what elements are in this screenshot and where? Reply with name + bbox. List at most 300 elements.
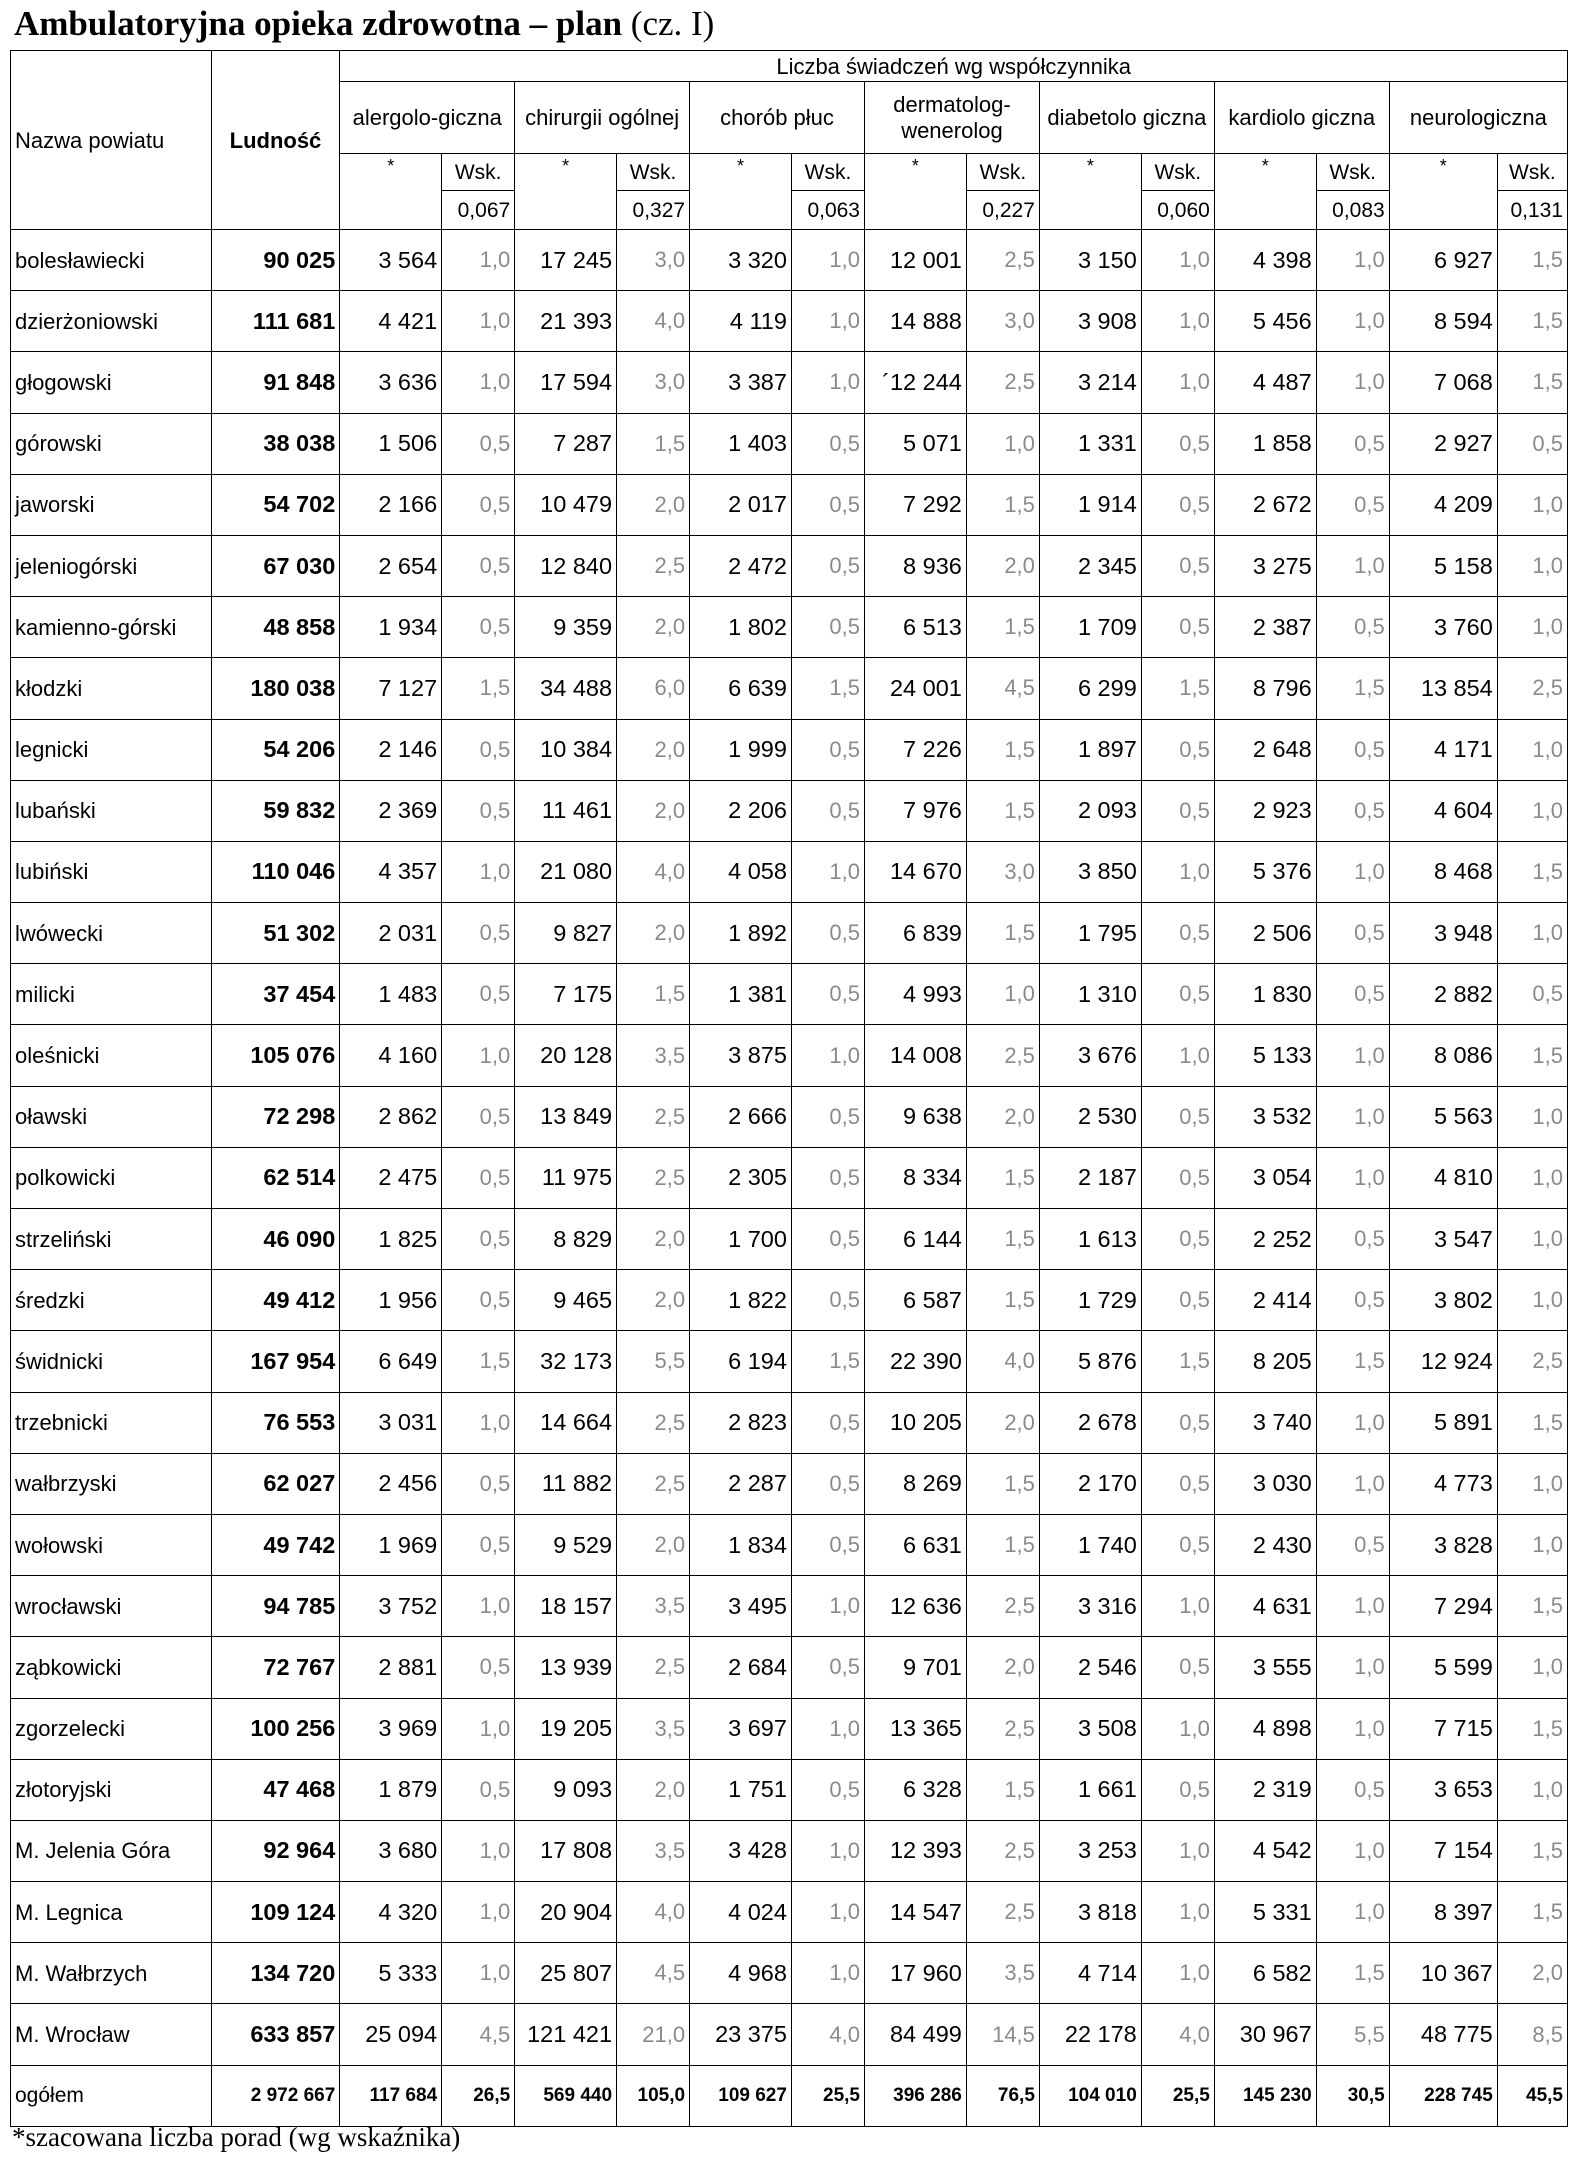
ratio-cell: 1,5 [1497, 841, 1567, 902]
table-row [11, 658, 1568, 719]
services-cell: 1 892 [690, 903, 792, 964]
ratio-cell: 0,5 [442, 719, 515, 780]
services-cell: 7 226 [865, 719, 967, 780]
table-row [11, 780, 1568, 841]
ratio-cell: 1,0 [1316, 1882, 1389, 1943]
services-cell: 3 653 [1389, 1759, 1497, 1820]
population-cell: 110 046 [211, 841, 340, 902]
ratio-cell: 0,5 [1141, 535, 1214, 596]
ratio-cell: 1,5 [1316, 658, 1389, 719]
population-cell: 49 412 [211, 1270, 340, 1331]
population-cell: 633 857 [211, 2004, 340, 2065]
ratio-cell: 0,5 [1141, 1514, 1214, 1575]
county-name: M. Legnica [11, 1882, 212, 1943]
ratio-cell: 1,0 [791, 1025, 864, 1086]
ratio-cell: 2,0 [617, 597, 690, 658]
services-cell: 9 827 [515, 903, 617, 964]
ratio-cell: 3,0 [617, 352, 690, 413]
table-row [11, 230, 1568, 291]
ratio-cell: 1,0 [1141, 1025, 1214, 1086]
ratio-cell: 0,5 [1316, 1759, 1389, 1820]
services-cell: 12 840 [515, 535, 617, 596]
services-cell: 1 858 [1214, 413, 1316, 474]
ratio-cell: 0,5 [442, 474, 515, 535]
services-cell: 4 898 [1214, 1698, 1316, 1759]
ratio-cell: 1,5 [1497, 1882, 1567, 1943]
ratio-cell: 1,0 [1316, 352, 1389, 413]
table-row [11, 1882, 1568, 1943]
header-wsk-label: Wsk. [966, 154, 1039, 191]
table-row [11, 903, 1568, 964]
table-row [11, 719, 1568, 780]
county-name: strzeliński [11, 1209, 212, 1270]
header-wsk-value: 0,060 [1141, 191, 1214, 230]
services-cell: 14 888 [865, 291, 967, 352]
services-cell: 1 310 [1039, 964, 1141, 1025]
ratio-cell: 0,5 [442, 780, 515, 841]
ratio-cell: 1,0 [1316, 291, 1389, 352]
county-name: M. Jelenia Góra [11, 1820, 212, 1881]
services-cell: 1 483 [340, 964, 442, 1025]
ratio-cell: 1,0 [442, 1820, 515, 1881]
ratio-cell: 6,0 [617, 658, 690, 719]
ratio-cell: 1,0 [1141, 841, 1214, 902]
table-row [11, 1514, 1568, 1575]
ratio-cell: 2,0 [617, 780, 690, 841]
county-name: wałbrzyski [11, 1453, 212, 1514]
ratio-cell: 1,5 [442, 658, 515, 719]
ratio-cell: 1,5 [1497, 291, 1567, 352]
services-cell: 3 316 [1039, 1576, 1141, 1637]
ratio-cell: 2,5 [617, 1392, 690, 1453]
services-cell: 2 506 [1214, 903, 1316, 964]
ratio-cell: 0,5 [1316, 597, 1389, 658]
services-cell: 5 891 [1389, 1392, 1497, 1453]
county-name: bolesławiecki [11, 230, 212, 291]
table-row [11, 1270, 1568, 1331]
ratio-cell: 0,5 [442, 1270, 515, 1331]
population-cell: 49 742 [211, 1514, 340, 1575]
ratio-cell: 1,0 [1497, 1514, 1567, 1575]
services-cell: 2 862 [340, 1086, 442, 1147]
services-cell: 6 927 [1389, 230, 1497, 291]
header-estimate-star: * [690, 154, 792, 230]
services-cell: 4 421 [340, 291, 442, 352]
ratio-cell: 2,5 [966, 352, 1039, 413]
ratio-cell: 0,5 [1141, 1270, 1214, 1331]
services-cell: 14 670 [865, 841, 967, 902]
services-cell: 2 678 [1039, 1392, 1141, 1453]
table-row [11, 1698, 1568, 1759]
ratio-cell: 0,5 [791, 903, 864, 964]
ratio-cell: 1,0 [442, 841, 515, 902]
population-cell: 109 124 [211, 1882, 340, 1943]
services-cell: 5 333 [340, 1943, 442, 2004]
population-cell: 94 785 [211, 1576, 340, 1637]
services-cell: 5 876 [1039, 1331, 1141, 1392]
services-cell: 5 331 [1214, 1882, 1316, 1943]
services-cell: 1 381 [690, 964, 792, 1025]
services-cell: 34 488 [515, 658, 617, 719]
ratio-cell: 1,5 [1497, 1025, 1567, 1086]
services-cell: 1 822 [690, 1270, 792, 1331]
services-cell: 121 421 [515, 2004, 617, 2065]
ratio-cell: 1,0 [1316, 1453, 1389, 1514]
services-cell: 9 359 [515, 597, 617, 658]
services-cell: 8 829 [515, 1209, 617, 1270]
header-specialty: chirurgii ogólnej [515, 82, 690, 154]
services-cell: 17 960 [865, 1943, 967, 2004]
county-name: średzki [11, 1270, 212, 1331]
ratio-cell: 1,0 [442, 1576, 515, 1637]
services-cell: 1 700 [690, 1209, 792, 1270]
county-name: kamienno-górski [11, 597, 212, 658]
county-name: kłodzki [11, 658, 212, 719]
ratio-cell: 1,5 [1497, 1392, 1567, 1453]
ratio-cell: 4,0 [966, 1331, 1039, 1392]
ratio-cell: 3,5 [617, 1820, 690, 1881]
ratio-cell: 2,5 [1497, 658, 1567, 719]
page-title-bold: Ambulatoryjna opieka zdrowotna – plan [14, 4, 623, 43]
ratio-cell: 2,0 [617, 1209, 690, 1270]
ratio-cell: 0,5 [1316, 1514, 1389, 1575]
population-cell: 100 256 [211, 1698, 340, 1759]
population-cell: 2 972 667 [211, 2065, 340, 2126]
header-wsk-label: Wsk. [617, 154, 690, 191]
services-cell: 13 854 [1389, 658, 1497, 719]
county-name: ogółem [11, 2065, 212, 2126]
services-cell: 4 773 [1389, 1453, 1497, 1514]
ratio-cell: 1,0 [1316, 1025, 1389, 1086]
services-cell: 10 384 [515, 719, 617, 780]
header-wsk-label: Wsk. [1316, 154, 1389, 191]
services-cell: 3 818 [1039, 1882, 1141, 1943]
services-cell: 6 839 [865, 903, 967, 964]
population-cell: 180 038 [211, 658, 340, 719]
ratio-cell: 1,0 [791, 1576, 864, 1637]
ratio-cell: 1,5 [1497, 230, 1567, 291]
ratio-cell: 4,0 [617, 841, 690, 902]
services-cell: 3 740 [1214, 1392, 1316, 1453]
ratio-cell: 0,5 [1141, 1453, 1214, 1514]
ratio-cell: 1,5 [1497, 1820, 1567, 1881]
services-cell: 8 086 [1389, 1025, 1497, 1086]
services-cell: 3 031 [340, 1392, 442, 1453]
services-cell: 1 914 [1039, 474, 1141, 535]
services-cell: 8 936 [865, 535, 967, 596]
ratio-cell: 2,5 [966, 1698, 1039, 1759]
ratio-cell: 0,5 [791, 597, 864, 658]
ratio-cell: 26,5 [442, 2065, 515, 2126]
ratio-cell: 0,5 [1316, 780, 1389, 841]
services-cell: 1 956 [340, 1270, 442, 1331]
ratio-cell: 1,0 [1316, 841, 1389, 902]
services-cell: 3 030 [1214, 1453, 1316, 1514]
ratio-cell: 1,0 [1497, 1759, 1567, 1820]
ratio-cell: 1,5 [966, 1270, 1039, 1331]
ratio-cell: 2,0 [966, 1392, 1039, 1453]
ratio-cell: 2,0 [617, 719, 690, 780]
county-name: legnicki [11, 719, 212, 780]
ratio-cell: 25,5 [1141, 2065, 1214, 2126]
population-cell: 111 681 [211, 291, 340, 352]
ratio-cell: 1,0 [1141, 1698, 1214, 1759]
services-cell: 1 613 [1039, 1209, 1141, 1270]
services-cell: 3 555 [1214, 1637, 1316, 1698]
services-cell: 25 807 [515, 1943, 617, 2004]
ratio-cell: 1,0 [1497, 1086, 1567, 1147]
table-row [11, 1637, 1568, 1698]
county-name: wołowski [11, 1514, 212, 1575]
plan-table [10, 50, 1568, 2127]
services-cell: 2 654 [340, 535, 442, 596]
ratio-cell: 1,5 [966, 474, 1039, 535]
services-cell: 7 292 [865, 474, 967, 535]
ratio-cell: 2,0 [617, 1514, 690, 1575]
services-cell: 8 397 [1389, 1882, 1497, 1943]
ratio-cell: 3,5 [617, 1025, 690, 1086]
ratio-cell: 2,5 [617, 535, 690, 596]
services-cell: 6 299 [1039, 658, 1141, 719]
services-cell: 32 173 [515, 1331, 617, 1392]
services-cell: 3 428 [690, 1820, 792, 1881]
services-cell: 1 834 [690, 1514, 792, 1575]
ratio-cell: 30,5 [1316, 2065, 1389, 2126]
services-cell: 5 071 [865, 413, 967, 474]
services-cell: 2 369 [340, 780, 442, 841]
services-cell: 13 365 [865, 1698, 967, 1759]
services-cell: 4 357 [340, 841, 442, 902]
ratio-cell: 3,5 [617, 1698, 690, 1759]
table-row [11, 1025, 1568, 1086]
ratio-cell: 0,5 [791, 535, 864, 596]
total-row [11, 2065, 1568, 2126]
ratio-cell: 1,0 [1497, 1209, 1567, 1270]
county-name: milicki [11, 964, 212, 1025]
services-cell: 3 532 [1214, 1086, 1316, 1147]
county-name: M. Wałbrzych [11, 1943, 212, 2004]
services-cell: 19 205 [515, 1698, 617, 1759]
ratio-cell: 1,0 [1497, 780, 1567, 841]
ratio-cell: 1,5 [966, 1453, 1039, 1514]
services-cell: 117 684 [340, 2065, 442, 2126]
ratio-cell: 1,0 [1316, 1698, 1389, 1759]
header-wsk-label: Wsk. [1497, 154, 1567, 191]
table-row [11, 1209, 1568, 1270]
services-cell: 5 599 [1389, 1637, 1497, 1698]
services-cell: 2 881 [340, 1637, 442, 1698]
services-cell: 6 582 [1214, 1943, 1316, 2004]
ratio-cell: 0,5 [1316, 1209, 1389, 1270]
services-cell: 1 934 [340, 597, 442, 658]
services-cell: 4 487 [1214, 352, 1316, 413]
ratio-cell: 0,5 [1316, 903, 1389, 964]
services-cell: 30 967 [1214, 2004, 1316, 2065]
ratio-cell: 0,5 [1141, 780, 1214, 841]
ratio-cell: 1,5 [1497, 1698, 1567, 1759]
services-cell: 13 849 [515, 1086, 617, 1147]
services-cell: 2 206 [690, 780, 792, 841]
ratio-cell: 0,5 [442, 413, 515, 474]
ratio-cell: 4,5 [966, 658, 1039, 719]
header-wsk-value: 0,227 [966, 191, 1039, 230]
services-cell: 2 031 [340, 903, 442, 964]
services-cell: 7 127 [340, 658, 442, 719]
ratio-cell: 0,5 [791, 780, 864, 841]
header-wsk-label: Wsk. [791, 154, 864, 191]
services-cell: 84 499 [865, 2004, 967, 2065]
services-cell: 3 387 [690, 352, 792, 413]
ratio-cell: 1,0 [1497, 1453, 1567, 1514]
header-estimate-star: * [1039, 154, 1141, 230]
services-cell: 2 882 [1389, 964, 1497, 1025]
ratio-cell: 0,5 [1141, 719, 1214, 780]
ratio-cell: 0,5 [791, 413, 864, 474]
ratio-cell: 1,0 [1141, 1943, 1214, 2004]
ratio-cell: 0,5 [442, 1147, 515, 1208]
services-cell: 569 440 [515, 2065, 617, 2126]
ratio-cell: 1,0 [791, 1943, 864, 2004]
services-cell: 1 506 [340, 413, 442, 474]
population-cell: 134 720 [211, 1943, 340, 2004]
services-cell: 4 968 [690, 1943, 792, 2004]
ratio-cell: 0,5 [1141, 964, 1214, 1025]
services-cell: 1 661 [1039, 1759, 1141, 1820]
services-cell: 6 144 [865, 1209, 967, 1270]
services-cell: 20 904 [515, 1882, 617, 1943]
ratio-cell: 0,5 [791, 1514, 864, 1575]
ratio-cell: 4,0 [617, 1882, 690, 1943]
ratio-cell: 2,5 [966, 230, 1039, 291]
page-title-part: (cz. I) [630, 4, 715, 43]
ratio-cell: 1,0 [1316, 1147, 1389, 1208]
ratio-cell: 1,0 [1141, 230, 1214, 291]
services-cell: 4 542 [1214, 1820, 1316, 1881]
table-row [11, 1759, 1568, 1820]
ratio-cell: 1,0 [442, 1025, 515, 1086]
ratio-cell: 1,0 [1316, 1820, 1389, 1881]
table-row [11, 291, 1568, 352]
county-name: zgorzelecki [11, 1698, 212, 1759]
ratio-cell: 2,0 [617, 903, 690, 964]
county-name: złotoryjski [11, 1759, 212, 1820]
services-cell: 2 472 [690, 535, 792, 596]
ratio-cell: 1,5 [966, 903, 1039, 964]
ratio-cell: 0,5 [791, 474, 864, 535]
ratio-cell: 4,0 [791, 2004, 864, 2065]
services-cell: 17 245 [515, 230, 617, 291]
ratio-cell: 1,5 [442, 1331, 515, 1392]
services-cell: 3 802 [1389, 1270, 1497, 1331]
header-estimate-star: * [515, 154, 617, 230]
ratio-cell: 1,0 [442, 352, 515, 413]
services-cell: 4 398 [1214, 230, 1316, 291]
services-cell: 4 993 [865, 964, 967, 1025]
ratio-cell: 1,5 [966, 597, 1039, 658]
services-cell: 145 230 [1214, 2065, 1316, 2126]
county-name: polkowicki [11, 1147, 212, 1208]
ratio-cell: 1,0 [791, 841, 864, 902]
services-cell: 3 908 [1039, 291, 1141, 352]
ratio-cell: 1,5 [966, 1759, 1039, 1820]
services-cell: 4 160 [340, 1025, 442, 1086]
ratio-cell: 0,5 [1316, 474, 1389, 535]
ratio-cell: 1,0 [442, 291, 515, 352]
services-cell: 2 146 [340, 719, 442, 780]
population-cell: 54 206 [211, 719, 340, 780]
table-row [11, 1453, 1568, 1514]
ratio-cell: 0,5 [791, 1086, 864, 1147]
ratio-cell: 1,0 [791, 1820, 864, 1881]
ratio-cell: 1,0 [1316, 535, 1389, 596]
ratio-cell: 8,5 [1497, 2004, 1567, 2065]
services-cell: 5 376 [1214, 841, 1316, 902]
services-cell: 4 119 [690, 291, 792, 352]
ratio-cell: 1,0 [1497, 1270, 1567, 1331]
ratio-cell: 1,5 [1497, 352, 1567, 413]
services-cell: 24 001 [865, 658, 967, 719]
ratio-cell: 0,5 [791, 1209, 864, 1270]
ratio-cell: 1,0 [442, 1698, 515, 1759]
header-specialty: chorób płuc [690, 82, 865, 154]
ratio-cell: 2,5 [1497, 1331, 1567, 1392]
header-wsk-value: 0,063 [791, 191, 864, 230]
services-cell: 2 414 [1214, 1270, 1316, 1331]
services-cell: 18 157 [515, 1576, 617, 1637]
services-cell: 3 680 [340, 1820, 442, 1881]
ratio-cell: 1,0 [442, 1943, 515, 2004]
services-cell: 2 684 [690, 1637, 792, 1698]
services-cell: 3 054 [1214, 1147, 1316, 1208]
county-name: jeleniogórski [11, 535, 212, 596]
services-cell: 6 513 [865, 597, 967, 658]
services-cell: 25 094 [340, 2004, 442, 2065]
population-cell: 72 298 [211, 1086, 340, 1147]
services-cell: 3 495 [690, 1576, 792, 1637]
services-cell: 1 802 [690, 597, 792, 658]
table-row [11, 1086, 1568, 1147]
ratio-cell: 1,0 [1141, 1820, 1214, 1881]
services-cell: 9 465 [515, 1270, 617, 1331]
services-cell: 3 697 [690, 1698, 792, 1759]
population-cell: 90 025 [211, 230, 340, 291]
services-cell: 8 269 [865, 1453, 967, 1514]
services-cell: 3 253 [1039, 1820, 1141, 1881]
ratio-cell: 0,5 [1141, 1209, 1214, 1270]
ratio-cell: 4,0 [617, 291, 690, 352]
services-cell: 5 563 [1389, 1086, 1497, 1147]
population-cell: 62 027 [211, 1453, 340, 1514]
population-cell: 72 767 [211, 1637, 340, 1698]
services-cell: 2 387 [1214, 597, 1316, 658]
header-specialty: kardiolo giczna [1214, 82, 1389, 154]
services-cell: 2 305 [690, 1147, 792, 1208]
ratio-cell: 1,5 [1316, 1331, 1389, 1392]
services-cell: 2 546 [1039, 1637, 1141, 1698]
ratio-cell: 1,5 [617, 413, 690, 474]
ratio-cell: 4,0 [1141, 2004, 1214, 2065]
ratio-cell: 0,5 [791, 1637, 864, 1698]
services-cell: 1 999 [690, 719, 792, 780]
ratio-cell: 5,5 [617, 1331, 690, 1392]
services-cell: 109 627 [690, 2065, 792, 2126]
ratio-cell: 2,0 [1497, 1943, 1567, 2004]
county-name: oleśnicki [11, 1025, 212, 1086]
header-wsk-value: 0,083 [1316, 191, 1389, 230]
services-cell: 12 393 [865, 1820, 967, 1881]
services-cell: 3 850 [1039, 841, 1141, 902]
ratio-cell: 0,5 [442, 1086, 515, 1147]
